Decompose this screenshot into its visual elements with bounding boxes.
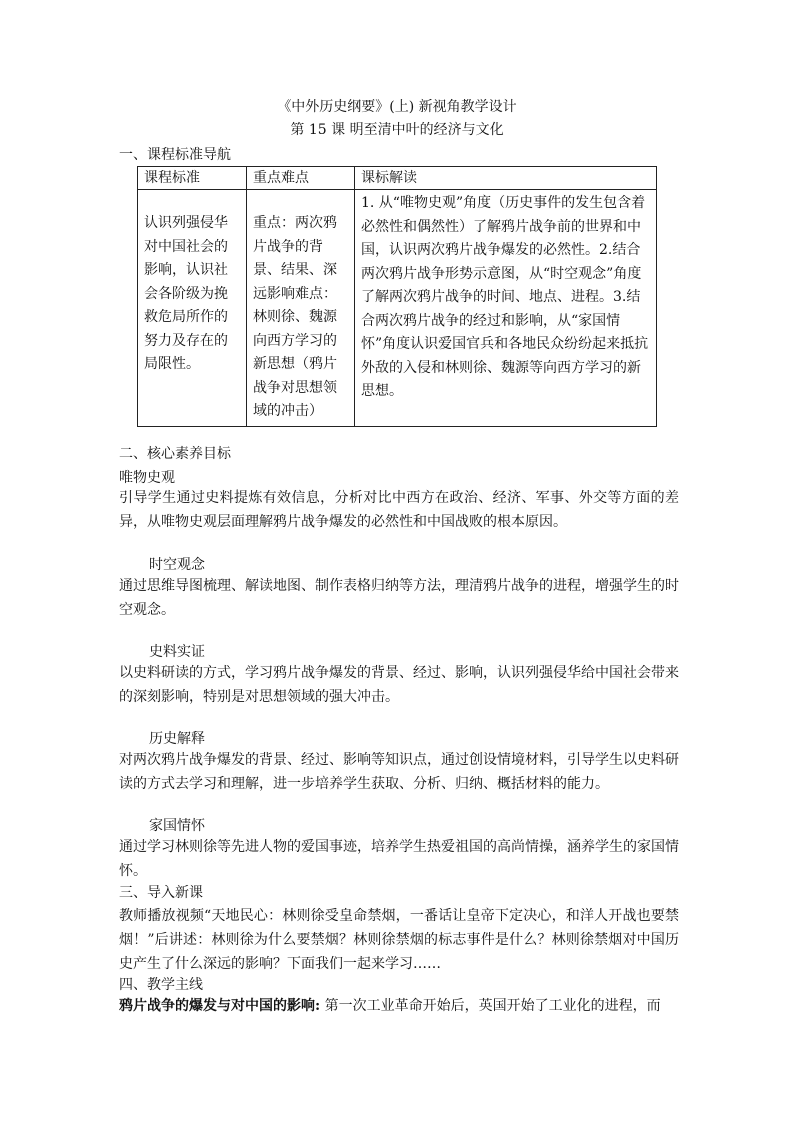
goal-text-spacetime: 通过思维导图梳理、解读地图、制作表格归纳等方法，理清鸦片战争的进程，增强学生的时空观念。 — [119, 578, 679, 618]
table-cell-interpretation — [355, 190, 657, 427]
keypoints-text: 重点：两次鸦片战争的背景、结果、深远影响难点：林则徐、魏源向西方学习的新思想（鸦片战争对思想领域的冲击） — [253, 215, 337, 419]
interpretation-text: 1. 从“唯物史观”角度（历史事件的发生包含着必然性和偶然性）了解鸦片战争前的世界和中国，认识两次鸦片战争爆发的必然性。2.结合两次鸦片战争形势示意图，从“时空观念”角度了解两次鸦片战争的时间、地点、进程。3.结合两次鸦片战争的经过和影响，从“家国情怀”角度认识爱国官兵和各地民众纷纷起来抵抗外敌的入侵和林则徐、魏源等向西方学习的新思想。 — [361, 195, 649, 399]
section2-heading: 二、核心素养目标 — [119, 446, 231, 462]
goal-text-evidence: 以史料研读的方式，学习鸦片战争爆发的背景、经过、影响，认识列强侵华给中国社会带来的深刻影响，特别是对思想领域的强大冲击。 — [119, 665, 679, 705]
goal-text-materialism: 引导学生通过史料提炼有效信息，分析对比中西方在政治、经济、军事、外交等方面的差异，从唯物史观层面理解鸦片战争爆发的必然性和中国战败的根本原因。 — [119, 490, 679, 530]
goal-label-materialism: 唯物史观 — [119, 470, 175, 486]
section3-text: 教师播放视频“天地民心：林则徐受皇命禁烟，一番话让皇帝下定决心，和洋人开战也要禁烟！”后讲述：林则徐为什么要禁烟？林则徐禁烟的标志事件是什么？林则徐禁烟对中国历史产生了什么深远的影响？下面我们一起来学习…… — [119, 908, 679, 972]
table-row — [138, 190, 657, 427]
section4-text: 第一次工业革命开始后，英国开始了工业化的进程，而 — [320, 998, 661, 1014]
section1-heading: 一、课程标准导航 — [119, 147, 231, 163]
table-header-standard: 课程标准 — [138, 167, 247, 190]
table-header-keypoints: 重点难点 — [247, 167, 355, 190]
section4-heading: 四、教学主线 — [119, 977, 203, 993]
standard-text: 认识列强侵华对中国社会的影响，认识社会各阶级为挽救危局所作的努力及存在的局限性。 — [144, 215, 228, 372]
table-header-row — [138, 167, 657, 190]
goal-label-interpretation: 历史解释 — [149, 731, 205, 747]
table-cell-standard — [138, 190, 247, 427]
goal-label-patriotism: 家国情怀 — [149, 818, 205, 834]
goal-label-spacetime: 时空观念 — [149, 557, 205, 573]
curriculum-standard-table — [137, 166, 657, 427]
document-title: 《中外历史纲要》(上) 新视角教学设计 — [277, 99, 517, 115]
section3-heading: 三、导入新课 — [119, 885, 203, 901]
section4-paragraph — [119, 994, 679, 1018]
goal-label-evidence: 史料实证 — [149, 644, 205, 660]
section4-lead: 鸦片战争的爆发与对中国的影响: — [119, 998, 321, 1014]
table-header-interpretation: 课标解读 — [355, 167, 657, 190]
goal-text-interpretation: 对两次鸦片战争爆发的背景、经过、影响等知识点，通过创设情境材料，引导学生以史料研读的方式去学习和理解，进一步培养学生获取、分析、归纳、概括材料的能力。 — [119, 752, 679, 792]
lesson-title: 第 15 课 明至清中叶的经济与文化 — [290, 122, 504, 138]
table-cell-keypoints — [247, 190, 355, 427]
goal-text-patriotism: 通过学习林则徐等先进人物的爱国事迹，培养学生热爱祖国的高尚情操，涵养学生的家国情怀。 — [119, 839, 679, 879]
